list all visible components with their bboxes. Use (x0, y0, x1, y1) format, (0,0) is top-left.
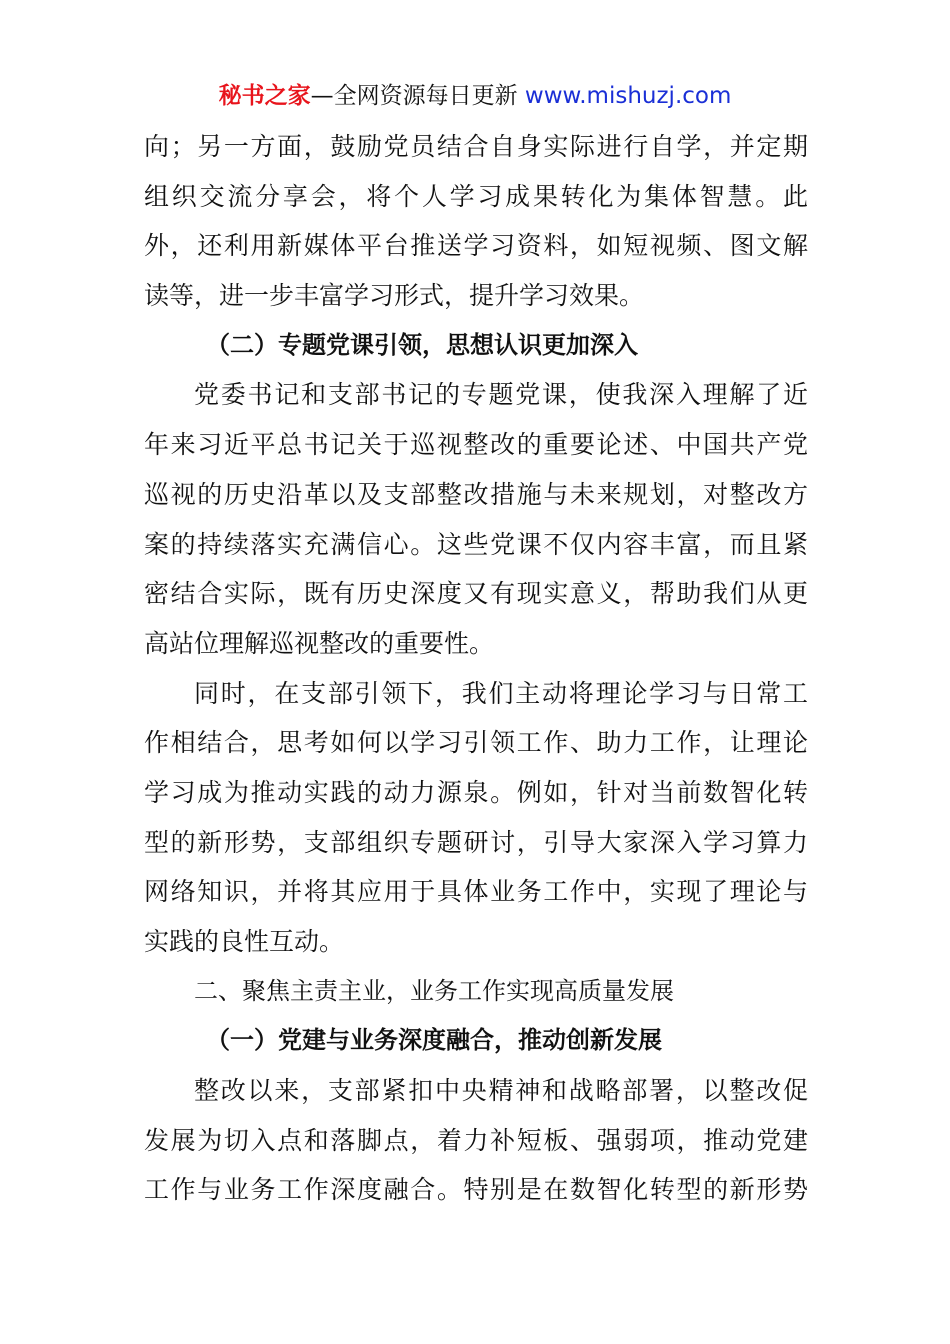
body-line: 组织交流分享会，将个人学习成果转化为集体智慧。此 (144, 181, 808, 211)
subsection-heading: （二）专题党课引领，思想认识更加深入 (206, 330, 638, 359)
paragraph-first-line: 党委书记和支部书记的专题党课，使我深入理解了近 (194, 380, 808, 410)
site-header (0, 80, 950, 112)
section-heading: 二、聚焦主责主业，业务工作实现高质量发展 (194, 976, 674, 1005)
body-line: 年来习近平总书记关于巡视整改的重要论述、中国共产党 (144, 430, 808, 460)
body-line: 读等，进一步丰富学习形式，提升学习效果。 (144, 281, 645, 311)
paragraph-first-line: 整改以来，支部紧扣中央精神和战略部署，以整改促 (194, 1076, 808, 1106)
body-line: 型的新形势，支部组织专题研讨，引导大家深入学习算力 (144, 827, 808, 857)
subsection-heading: （一）党建与业务深度融合，推动创新发展 (206, 1026, 662, 1055)
body-line: 向；另一方面，鼓励党员结合自身实际进行自学，并定期 (144, 132, 808, 161)
paragraph-first-line: 同时，在支部引领下，我们主动将理论学习与日常工 (194, 678, 808, 708)
body-line: 网络知识，并将其应用于具体业务工作中，实现了理论与 (144, 877, 808, 907)
body-line: 巡视的历史沿革以及支部整改措施与未来规划，对整改方 (144, 479, 808, 509)
body-line: 实践的良性互动。 (144, 927, 345, 956)
body-line: 外，还利用新媒体平台推送学习资料，如短视频、图文解 (144, 231, 808, 261)
body-line: 作相结合，思考如何以学习引领工作、助力工作，让理论 (144, 728, 808, 758)
body-line: 高站位理解巡视整改的重要性。 (144, 628, 495, 658)
body-line: 案的持续落实充满信心。这些党课不仅内容丰富，而且紧 (144, 529, 808, 559)
document-body (144, 122, 808, 1215)
body-line: 学习成为推动实践的动力源泉。例如，针对当前数智化转 (144, 777, 808, 807)
site-tagline: —全网资源每日更新 (310, 83, 518, 109)
body-line: 工作与业务工作深度融合。特别是在数智化转型的新形势 (144, 1175, 808, 1205)
site-url-link[interactable]: www.mishuzj.com (524, 83, 732, 109)
site-brand: 秘书之家 (218, 83, 311, 109)
body-line: 密结合实际，既有历史深度又有现实意义，帮助我们从更 (144, 579, 808, 609)
body-line: 发展为切入点和落脚点，着力补短板、强弱项，推动党建 (144, 1125, 808, 1155)
